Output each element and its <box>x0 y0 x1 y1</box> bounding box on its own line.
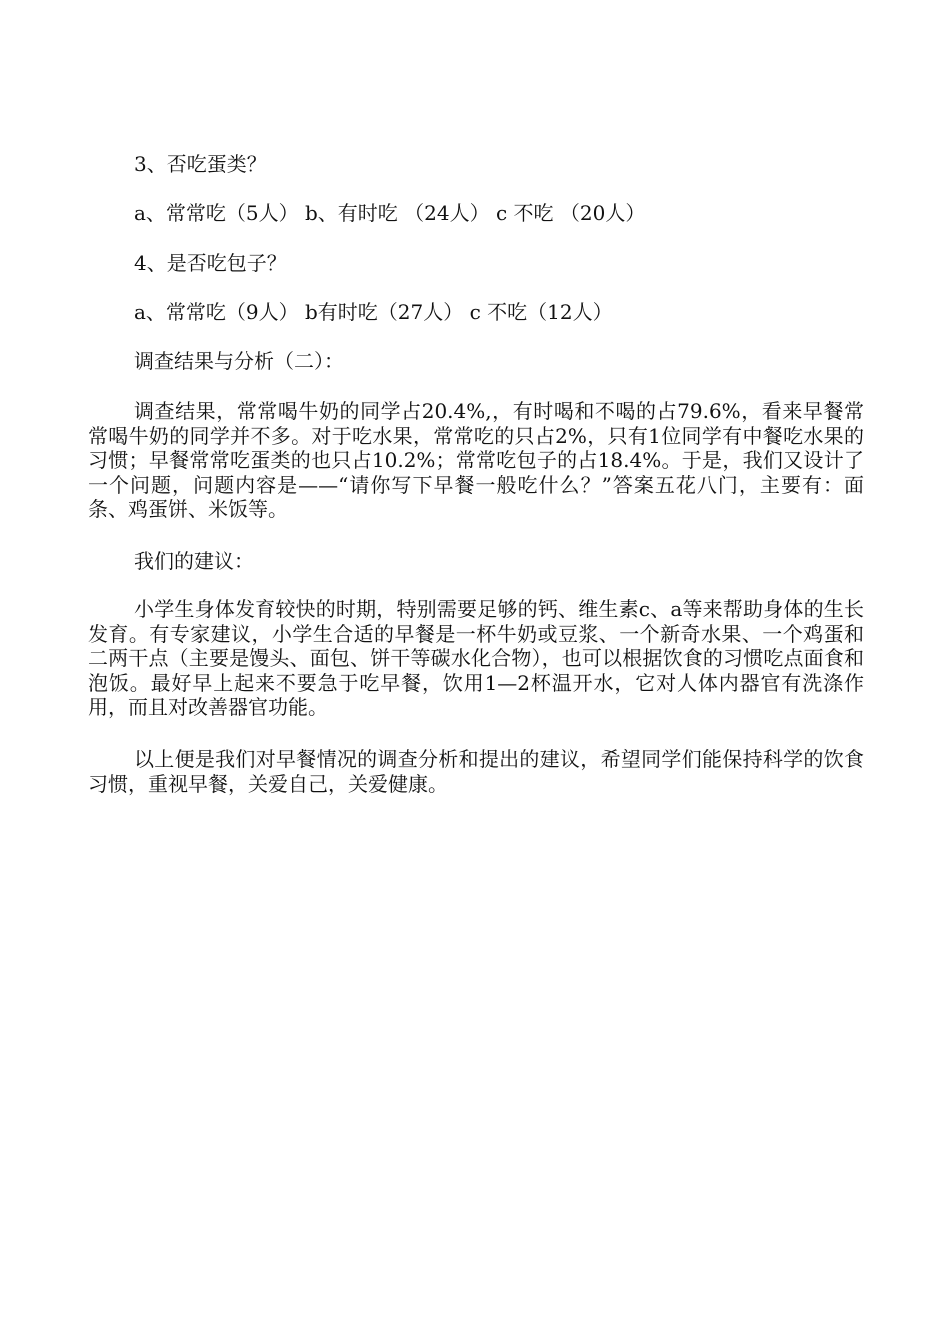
question-4-title: 4、是否吃包子？ <box>134 251 287 275</box>
suggestion-paragraph: 小学生身体发育较快的时期，特别需要足够的钙、维生素c、a等来帮助身体的生长发育。有专家建议，小学生合适的早餐是一杯牛奶或豆浆、一个新奇水果、一个鸡蛋和二两干点（主要是馒头、面包、饼干等碳水化合物），也可以根据饮食的习惯吃点面食和泡饭。最好早上起来不要急于吃早餐，饮用1—2杯温开水，它对人体内器官有洗涤作用，而且对改善器官功能。 <box>88 597 864 720</box>
analysis-2-paragraph: 调查结果，常常喝牛奶的同学占20.4%,，有时喝和不喝的占79.6%，看来早餐常常喝牛奶的同学并不多。对于吃水果，常常吃的只占2%，只有1位同学有中餐吃水果的习惯；早餐常常吃蛋类的也只占10.2%；常常吃包子的占18.4%。于是，我们又设计了一个问题，问题内容是——“请你写下早餐一般吃什么？”答案五花八门，主要有：面条、鸡蛋饼、米饭等。 <box>88 399 864 522</box>
question-3-title: 3、否吃蛋类？ <box>134 152 267 176</box>
conclusion-paragraph: 以上便是我们对早餐情况的调查分析和提出的建议，希望同学们能保持科学的饮食习惯，重视早餐，关爱自己，关爱健康。 <box>88 747 864 796</box>
question-3-answers: a、常常吃（5人） b、有时吃 （24人） c 不吃 （20人） <box>134 201 646 225</box>
analysis-2-heading: 调查结果与分析（二）： <box>134 349 344 373</box>
suggestion-heading: 我们的建议： <box>134 549 254 573</box>
question-4-answers: a、常常吃（9人） b有时吃（27人） c 不吃（12人） <box>134 300 613 324</box>
